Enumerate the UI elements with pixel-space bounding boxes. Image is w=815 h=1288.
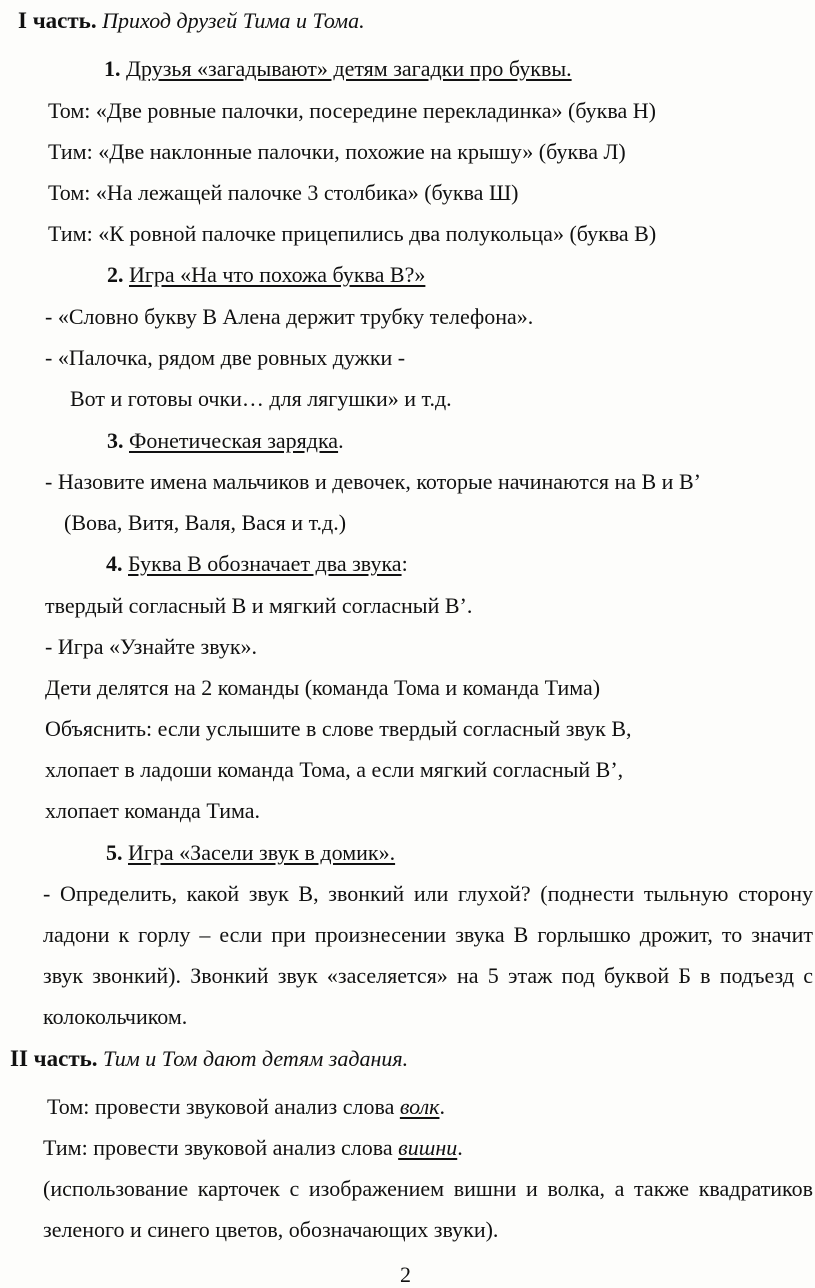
section-4-line-1: твердый согласный В и мягкий согласный В’. (45, 593, 473, 618)
section-4-line-5: хлопает в ладоши команда Тома, а если мягкий согласный В’, (45, 757, 624, 782)
section-4-line-4: Объяснить: если услышите в слове твердый согласный звук В, (45, 716, 632, 741)
task-tom-suffix: . (439, 1094, 445, 1119)
section-3-title-suffix: . (338, 428, 344, 453)
section-4-title-suffix: : (401, 551, 408, 576)
section-1-line-1: Том: «Две ровные палочки, посередине перекладинка» (буква Н) (48, 98, 656, 123)
section-5-paragraph: - Определить, какой звук В, звонкий или глухой? (поднести тыльную сторону ладони к горлу – если при произнесении звука В горлышко дрожит, то значит звук звонкий). Звонкий звук «заселяется» на 5 этаж под буквой Б в подъезд с колокольчиком. (43, 881, 813, 1029)
tasks-paragraph: (использование карточек с изображением вишни и волка, а также квадратиков зеленого и синего цветов, обозначающих звуки). (43, 1176, 813, 1242)
section-2-line-3: Вот и готовы очки… для лягушки» и т.д. (70, 386, 452, 411)
task-tom (47, 1094, 445, 1120)
section-1-line-3: Том: «На лежащей палочке 3 столбика» (буква Ш) (48, 180, 519, 205)
section-2-title: Игра «На что похожа буква В?» (129, 262, 426, 287)
section-4-line-6: хлопает команда Тима. (45, 798, 261, 823)
section-3-title: Фонетическая зарядка (129, 428, 339, 453)
section-4-number: 4. (106, 551, 123, 576)
part-2-subtitle: Тим и Том дают детям задания. (103, 1046, 409, 1071)
section-5-title: Игра «Засели звук в домик». (128, 840, 396, 865)
part-1-subtitle: Приход друзей Тима и Тома. (102, 8, 365, 33)
section-4-title: Буква В обозначает два звука (128, 551, 402, 576)
task-tom-prefix: Том: провести звуковой анализ слова (47, 1094, 400, 1119)
task-tim-suffix: . (457, 1135, 463, 1160)
section-2-heading (107, 262, 425, 288)
section-2-line-1: - «Словно букву В Алена держит трубку телефона». (45, 304, 534, 329)
section-1-title: Друзья «загадывают» детям загадки про буквы. (126, 56, 572, 81)
page-number: 2 (400, 1262, 411, 1287)
section-4-heading (106, 551, 408, 577)
section-1-line-4: Тим: «К ровной палочке прицепились два полукольца» (буква В) (48, 221, 657, 246)
section-3-line-2: (Вова, Витя, Валя, Вася и т.д.) (64, 510, 347, 535)
part-1-heading (18, 8, 365, 34)
section-5-number: 5. (106, 840, 123, 865)
section-4-line-2: - Игра «Узнайте звук». (45, 634, 258, 659)
task-tim-word: вишни (398, 1135, 458, 1160)
section-3-heading (107, 428, 344, 454)
section-1-number: 1. (104, 56, 121, 81)
section-4-line-3: Дети делятся на 2 команды (команда Тома и команда Тима) (45, 675, 601, 700)
section-2-line-2: - «Палочка, рядом две ровных дужки - (45, 345, 406, 370)
part-2-heading (10, 1046, 408, 1072)
task-tim-prefix: Тим: провести звуковой анализ слова (43, 1135, 399, 1160)
part-1-label: I часть. (18, 8, 97, 33)
section-1-line-2: Тим: «Две наклонные палочки, похожие на крышу» (буква Л) (48, 139, 626, 164)
section-5-heading (106, 840, 395, 866)
task-tom-word: волк (399, 1094, 440, 1119)
section-3-line-1: - Назовите имена мальчиков и девочек, которые начинаются на В и В’ (45, 469, 701, 494)
part-2-label: II часть. (10, 1046, 98, 1071)
section-1-heading (104, 56, 572, 82)
task-tim (43, 1135, 463, 1161)
section-2-number: 2. (107, 262, 124, 287)
section-3-number: 3. (107, 428, 124, 453)
